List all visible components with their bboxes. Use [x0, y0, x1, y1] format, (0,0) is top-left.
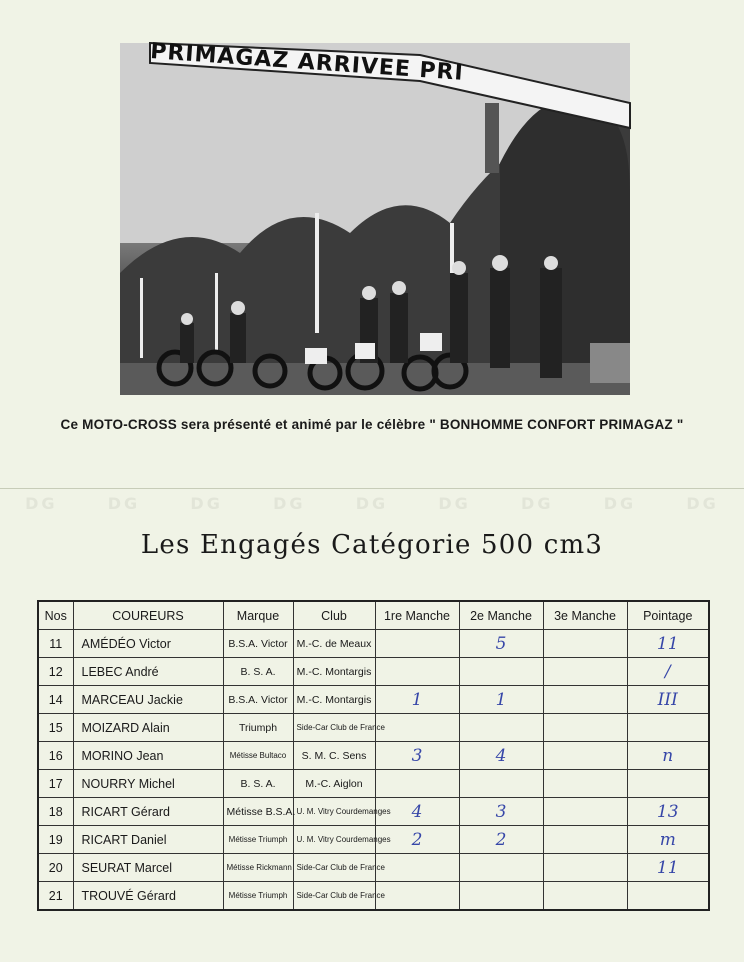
watermark-text: DG	[355, 494, 389, 513]
rider-club: U. M. Vitry Courdemanges	[293, 826, 375, 854]
rider-club: Side-Car Club de France	[293, 882, 375, 911]
rider-number: 11	[38, 630, 73, 658]
rider-number: 16	[38, 742, 73, 770]
photo-scene	[120, 43, 630, 395]
page-title: Les Engagés Catégorie 500 cm3	[140, 530, 604, 560]
watermark-text: DG	[686, 494, 719, 513]
watermark-text: DG	[107, 494, 141, 513]
rider-number: 20	[38, 854, 73, 882]
header-club: Club	[293, 601, 375, 630]
rider-club: M.-C. Aiglon	[293, 770, 375, 798]
manche-3-result	[543, 742, 627, 770]
rider-name: RICART Gérard	[73, 798, 223, 826]
rider-marque: B.S.A. Victor	[223, 686, 293, 714]
rider-club: M.-C. Montargis	[293, 686, 375, 714]
rider-marque: Métisse Triumph	[223, 882, 293, 911]
table-row	[38, 770, 709, 798]
header-manche-3: 3e Manche	[543, 601, 627, 630]
rider-club: M.-C. de Meaux	[293, 630, 375, 658]
rider-number: 14	[38, 686, 73, 714]
table-row	[38, 630, 709, 658]
manche-2-result	[459, 714, 543, 742]
event-photo	[120, 43, 630, 395]
rider-club: U. M. Vitry Courdemanges	[293, 798, 375, 826]
pointage-result: III	[627, 686, 709, 714]
watermark-text: DG	[603, 494, 637, 513]
pointage-result: 11	[627, 630, 709, 658]
rider-name: MOIZARD Alain	[73, 714, 223, 742]
pointage-result	[627, 714, 709, 742]
rider-name: LEBEC André	[73, 658, 223, 686]
table-row	[38, 742, 709, 770]
pointage-result	[627, 882, 709, 911]
rider-marque: Métisse Rickmann	[223, 854, 293, 882]
rider-marque: Métisse B.S.A.	[223, 798, 293, 826]
header-marque: Marque	[223, 601, 293, 630]
manche-2-result	[459, 882, 543, 911]
manche-3-result	[543, 630, 627, 658]
table-header-row	[38, 601, 709, 630]
entrants-table	[37, 600, 710, 911]
rider-number: 19	[38, 826, 73, 854]
manche-2-result: 4	[459, 742, 543, 770]
manche-3-result	[543, 882, 627, 911]
pointage-result: n	[627, 742, 709, 770]
rider-number: 21	[38, 882, 73, 911]
manche-1-result	[375, 770, 459, 798]
pointage-result: m	[627, 826, 709, 854]
manche-1-result: 4	[375, 798, 459, 826]
table-row	[38, 658, 709, 686]
header-pointage: Pointage	[627, 601, 709, 630]
pointage-result: 13	[627, 798, 709, 826]
page-fold	[0, 488, 744, 489]
watermark-text: DG	[25, 494, 58, 513]
rider-number: 12	[38, 658, 73, 686]
manche-3-result	[543, 826, 627, 854]
table-row	[38, 714, 709, 742]
header-coureurs: COUREURS	[73, 601, 223, 630]
pointage-result	[627, 770, 709, 798]
manche-2-result	[459, 854, 543, 882]
rider-name: NOURRY Michel	[73, 770, 223, 798]
manche-1-result	[375, 630, 459, 658]
rider-club: M.-C. Montargis	[293, 658, 375, 686]
rider-name: MARCEAU Jackie	[73, 686, 223, 714]
manche-1-result: 1	[375, 686, 459, 714]
manche-1-result	[375, 714, 459, 742]
table-row	[38, 686, 709, 714]
rider-name: SEURAT Marcel	[73, 854, 223, 882]
manche-3-result	[543, 854, 627, 882]
watermark-text: DG	[190, 494, 223, 513]
rider-club: Side-Car Club de France	[293, 714, 375, 742]
pointage-result: /	[627, 658, 709, 686]
manche-3-result	[543, 658, 627, 686]
rider-club: S. M. C. Sens	[293, 742, 375, 770]
watermark	[0, 494, 744, 520]
table-row	[38, 854, 709, 882]
rider-name: MORINO Jean	[73, 742, 223, 770]
rider-number: 18	[38, 798, 73, 826]
rider-name: RICART Daniel	[73, 826, 223, 854]
table-row	[38, 826, 709, 854]
manche-1-result: 2	[375, 826, 459, 854]
header-manche-1: 1re Manche	[375, 601, 459, 630]
manche-2-result: 2	[459, 826, 543, 854]
manche-1-result	[375, 854, 459, 882]
rider-marque: Métisse Triumph	[223, 826, 293, 854]
manche-2-result: 1	[459, 686, 543, 714]
rider-marque: B. S. A.	[223, 658, 293, 686]
rider-marque: B. S. A.	[223, 770, 293, 798]
table-row	[38, 798, 709, 826]
manche-2-result: 5	[459, 630, 543, 658]
manche-2-result	[459, 770, 543, 798]
pointage-result: 11	[627, 854, 709, 882]
manche-2-result: 3	[459, 798, 543, 826]
rider-number: 17	[38, 770, 73, 798]
caption: Ce MOTO-CROSS sera présenté et animé par le célèbre " BONHOMME CONFORT PRIMAGAZ "	[60, 417, 684, 432]
rider-club: Side-Car Club de France	[293, 854, 375, 882]
rider-marque: Triumph	[223, 714, 293, 742]
manche-3-result	[543, 686, 627, 714]
watermark-text: DG	[438, 494, 471, 513]
table-row	[38, 882, 709, 911]
rider-number: 15	[38, 714, 73, 742]
header-no: Nos	[38, 601, 73, 630]
rider-marque: Métisse Bultaco	[223, 742, 293, 770]
banner-text: PRIMAGAZ ARRIVEE PRI	[149, 39, 465, 86]
manche-3-result	[543, 798, 627, 826]
manche-3-result	[543, 770, 627, 798]
rider-name: AMÉDÉO Victor	[73, 630, 223, 658]
manche-3-result	[543, 714, 627, 742]
rider-marque: B.S.A. Victor	[223, 630, 293, 658]
watermark-text: DG	[521, 494, 554, 513]
header-manche-2: 2e Manche	[459, 601, 543, 630]
rider-name: TROUVÉ Gérard	[73, 882, 223, 911]
manche-1-result	[375, 882, 459, 911]
watermark-text: DG	[273, 494, 306, 513]
manche-2-result	[459, 658, 543, 686]
manche-1-result	[375, 658, 459, 686]
manche-1-result: 3	[375, 742, 459, 770]
